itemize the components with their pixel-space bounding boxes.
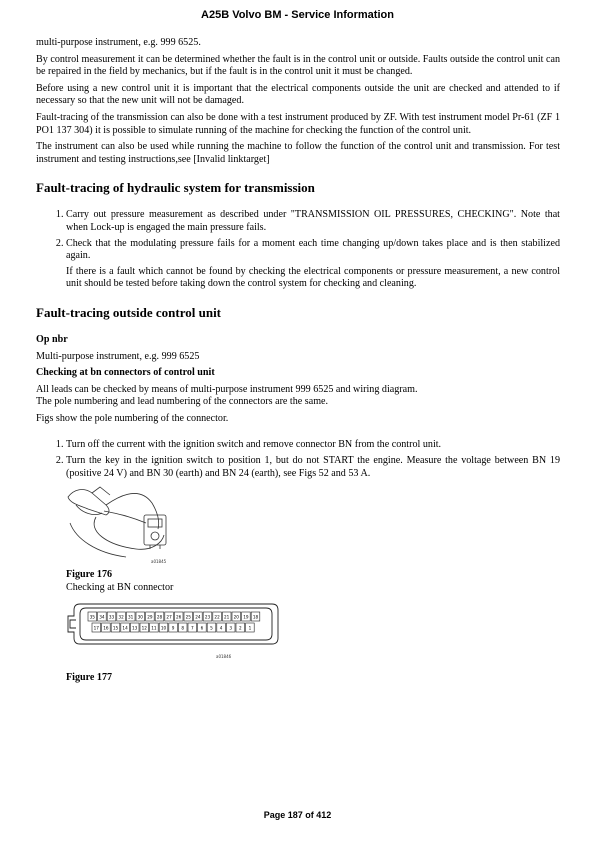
pin-number: 3	[229, 625, 233, 631]
note-paragraph: If there is a fault which cannot be found by checking the electrical components or pressure measurement, a new control unit should be tested before taking down the control system for checking and cleaning.	[66, 265, 560, 290]
pin-number: 18	[252, 614, 259, 620]
pin-number: 35	[89, 614, 95, 620]
pin-number: 4	[219, 625, 223, 631]
page-footer: Page 187 of 412	[263, 810, 332, 820]
multimeter-illustration	[66, 483, 176, 567]
step-list	[36, 439, 560, 480]
pin-number: 26	[176, 614, 182, 620]
pin-number: 10	[160, 625, 167, 631]
figure-176	[66, 483, 560, 685]
pin-number: 11	[151, 625, 157, 631]
pin-number: 14	[122, 625, 128, 631]
figure-code: a01846	[216, 654, 232, 660]
pin-number: 6	[200, 625, 204, 631]
tool-text: Multi-purpose instrument, e.g. 999 6525	[36, 350, 200, 362]
paragraph: By control measurement it can be determined whether the fault is in the control unit or outside. Faults outside the control unit can be repaired in the field by mechanics, but if the fault is in the control unit it must be changed.	[36, 53, 560, 78]
document-body	[36, 37, 560, 685]
pin-number: 31	[128, 614, 134, 620]
figure-caption: Checking at BN connector	[66, 581, 174, 593]
pin-number: 21	[224, 614, 230, 620]
paragraph: multi-purpose instrument, e.g. 999 6525.	[36, 37, 201, 48]
pin-number: 23	[204, 614, 211, 620]
figure-label: Figure 177	[66, 672, 113, 684]
pin-number: 15	[112, 625, 119, 631]
page-header: A25B Volvo BM - Service Information	[201, 9, 394, 21]
pin-number: 34	[99, 614, 105, 620]
pin-number: 17	[93, 625, 99, 631]
step-list	[36, 209, 560, 291]
pin-number: 9	[171, 625, 175, 631]
pin-number: 22	[214, 614, 220, 620]
pin-number: 8	[181, 625, 185, 631]
pin-number: 16	[103, 625, 109, 631]
paragraph: Before using a new control unit it is important that the electrical components outside the unit are checked and attended to if necessary so that the new unit will not be damaged.	[36, 82, 560, 107]
bn-connector-diagram	[66, 598, 286, 666]
text-line: All leads can be checked by means of multi-purpose instrument 999 6525 and wiring diagram.	[36, 383, 418, 395]
list-item: 1. Turn off the current with the ignition switch and remove connector BN from the control unit.	[66, 439, 560, 452]
op-label: Op nbr	[36, 333, 68, 345]
figure-code: a01845	[151, 559, 167, 565]
list-item: 2. Turn the key in the ignition switch to position 1, but do not START the engine. Measure the voltage between BN 19 (positive 24 V) and BN 30 (earth) and BN 24 (earth), see Figs 52 and 53 A.	[66, 455, 560, 480]
paragraph: Fault-tracing of the transmission can also be done with a test instrument produced by ZF. With test instrument model Pr-61 (ZF 1 PO1 137 304) it is possible to simulate running of the machine for checking the function of the control unit.	[36, 111, 560, 136]
text-line: Figs show the pole numbering of the connector.	[36, 412, 229, 424]
pin-number: 32	[118, 614, 124, 620]
list-item: 1. Carry out pressure measurement as described under "TRANSMISSION OIL PRESSURES, CHECKING". Note that when Lock-up is engaged the main pressure fails.	[66, 209, 560, 234]
section-heading: Fault-tracing of hydraulic system for transmission	[36, 180, 315, 196]
pin-number: 29	[147, 614, 153, 620]
section-heading: Fault-tracing outside control unit	[36, 304, 222, 320]
pin-number: 33	[108, 614, 115, 620]
pin-number: 19	[243, 614, 249, 620]
pin-number: 30	[137, 614, 143, 620]
pin-number: 13	[132, 625, 138, 631]
pin-number: 1	[248, 625, 252, 631]
list-item: 2. Check that the modulating pressure fails for a moment each time changing up/down takes place and is then stabilized again. If there is a fault which cannot be found by checking the electrical components or pressure measurement, a new control unit should be tested before taking down the control system for checking and cleaning.	[66, 238, 560, 291]
text-line: The pole numbering and lead numbering of the connectors are the same.	[36, 396, 329, 408]
pin-number: 7	[190, 625, 194, 631]
pin-number: 12	[141, 625, 147, 631]
pin-number: 24	[195, 614, 201, 620]
pin-number: 28	[156, 614, 163, 620]
subheading: Checking at bn connectors of control unit	[36, 367, 215, 379]
figure-label: Figure 176	[66, 569, 113, 581]
paragraph: The instrument can also be used while running the machine to follow the function of the control unit and transmission. For test instrument and testing instructions,see [Invalid linktarget]	[36, 141, 560, 165]
pin-number: 5	[210, 625, 213, 631]
pin-number: 27	[166, 614, 172, 620]
pin-number: 20	[233, 614, 239, 620]
pin-number: 25	[185, 614, 191, 620]
pin-number: 2	[238, 625, 242, 631]
